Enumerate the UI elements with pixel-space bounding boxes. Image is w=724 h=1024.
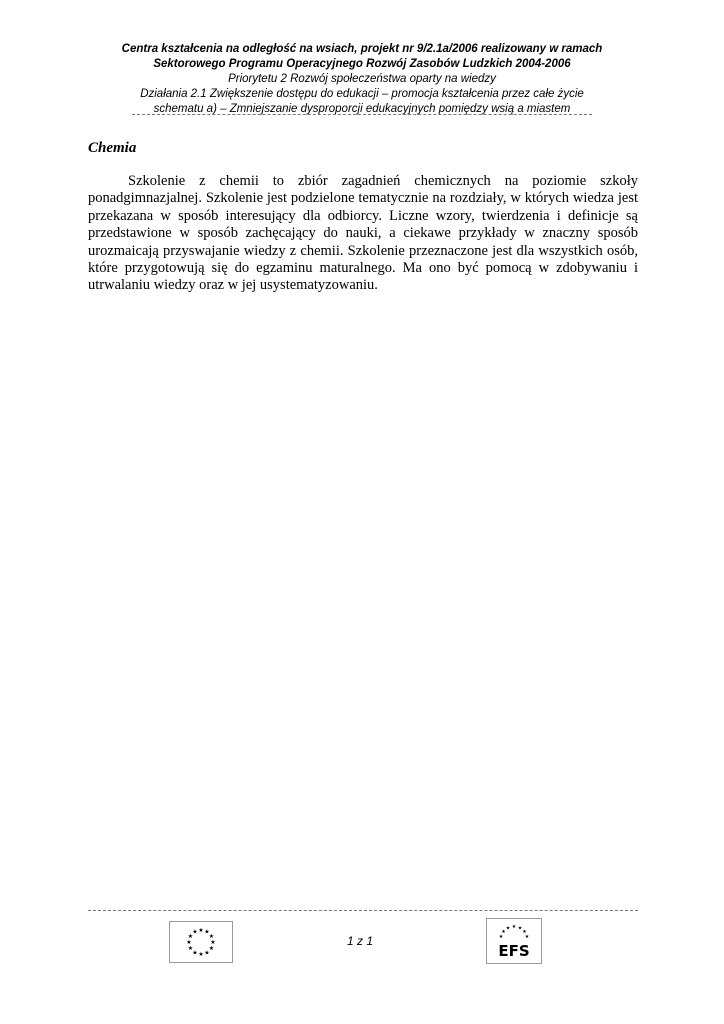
page-number: 1 z 1 (346, 934, 373, 948)
svg-text:★: ★ (186, 939, 192, 946)
svg-text:★: ★ (187, 933, 194, 940)
efs-logo (486, 918, 542, 964)
svg-text:★: ★ (198, 951, 204, 958)
svg-text:★: ★ (192, 928, 198, 936)
document-title: Chemia (88, 140, 137, 156)
document-header (88, 42, 636, 117)
svg-text:★: ★ (204, 928, 210, 936)
svg-text:★: ★ (517, 925, 523, 932)
svg-text:★: ★ (208, 933, 215, 940)
header-divider (132, 114, 592, 115)
svg-text:★: ★ (210, 939, 216, 946)
svg-text:★: ★ (187, 945, 194, 952)
header-line-3: Priorytetu 2 Rozwój społeczeństwa oparty na wiedzy (228, 73, 496, 85)
svg-text:★: ★ (511, 924, 517, 930)
eu-flag-logo (169, 921, 233, 963)
svg-text:★: ★ (208, 945, 215, 952)
efs-logo-icon (487, 919, 541, 963)
svg-text:★: ★ (198, 927, 204, 934)
document-paragraph: Szkolenie z chemii to zbiór zagadnień chemicznych na poziomie szkoły ponadgimnazjalnej. Szkolenie jest podzielone tematycznie na rozdziały, w których wiedza jest przekazana w sposób interesujący dla odbiorcy. Liczne wzory, twierdzenia i definicje są przedstawione w sposób zachęcający do nauki, a ciekawe przykłady w znaczny sposób urozmaicają przyswajanie wiedzy z chemii. Szkolenie przeznaczone jest dla wszystkich osób, które przygotowują się do egzaminu maturalnego. Ma ono być pomocą w zdobywaniu i utrwalaniu wiedzy oraz w jej usystematyzowaniu. (88, 173, 638, 294)
efs-logo-text: EFS (498, 942, 530, 960)
header-line-2: Sektorowego Programu Operacyjnego Rozwój Zasobów Ludzkich 2004-2006 (153, 58, 571, 70)
eu-stars-icon (170, 922, 232, 962)
header-line-4: Działania 2.1 Zwiększenie dostępu do edukacji – promocja kształcenia przez całe życie (140, 88, 584, 100)
svg-text:★: ★ (524, 934, 530, 940)
svg-text:★: ★ (498, 934, 504, 940)
footer-divider (88, 910, 638, 911)
header-line-1: Centra kształcenia na odległość na wsiach, projekt nr 9/2.1a/2006 realizowany w ramach (121, 43, 603, 55)
header-line-5: schematu a) – Zmniejszanie dysproporcji edukacyjnych pomiędzy wsią a miastem (153, 103, 571, 115)
svg-text:★: ★ (192, 949, 198, 957)
svg-text:★: ★ (204, 949, 210, 957)
svg-text:★: ★ (501, 929, 506, 935)
svg-text:★: ★ (522, 929, 527, 935)
svg-text:★: ★ (505, 925, 511, 932)
